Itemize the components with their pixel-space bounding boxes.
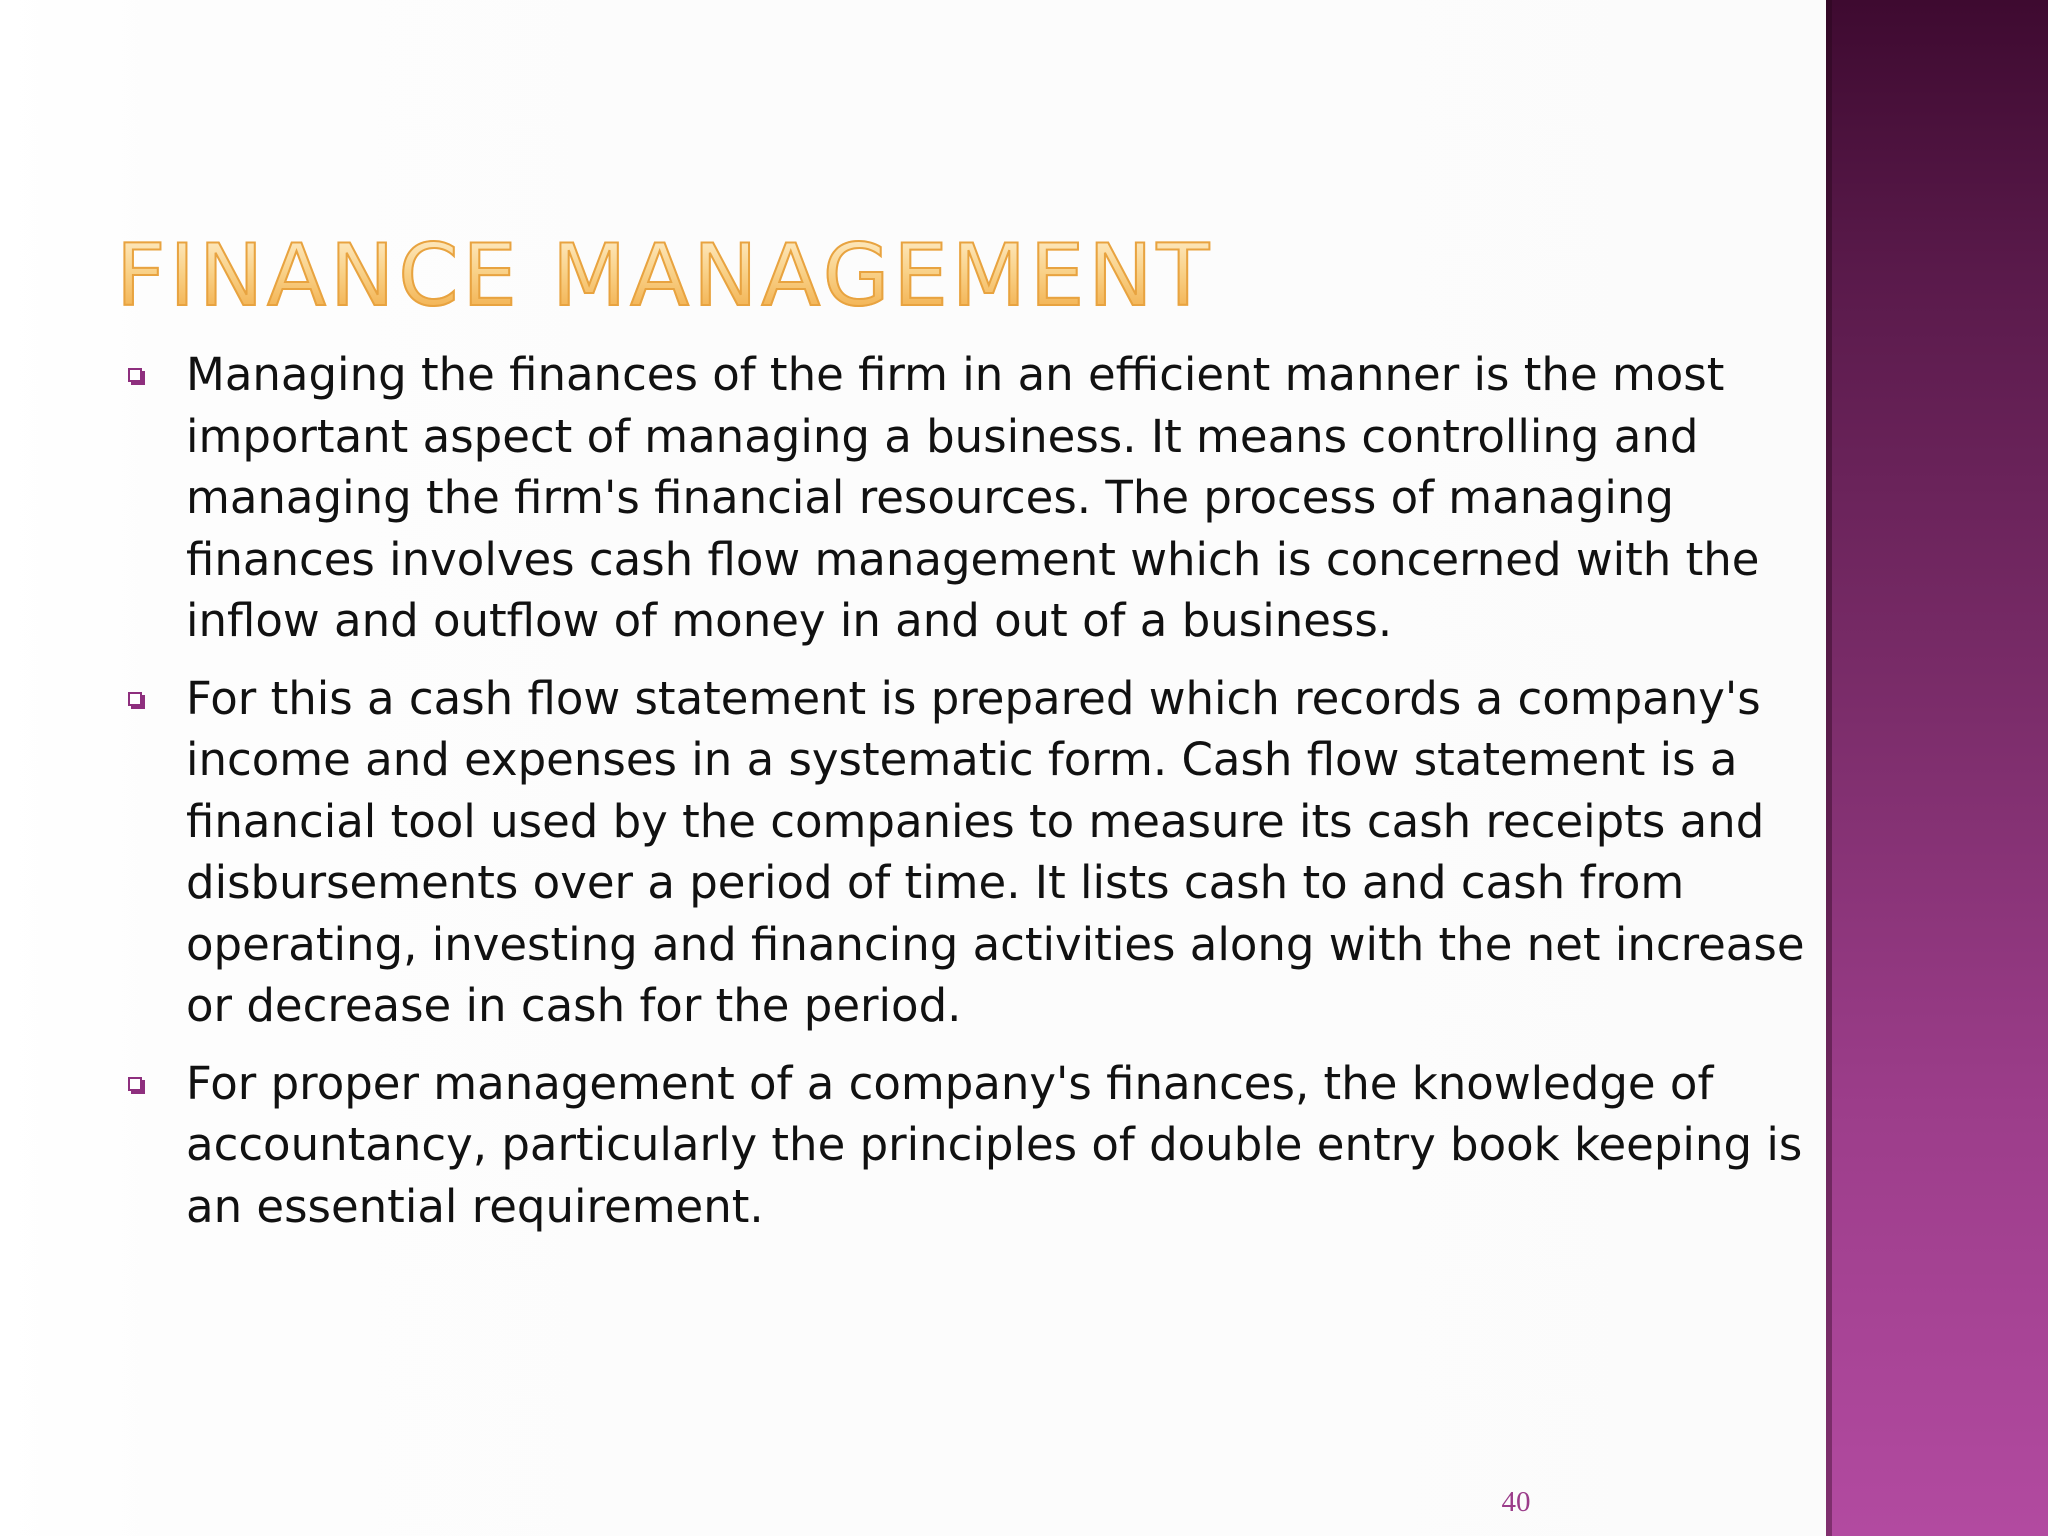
bullet-text: For proper management of a company's finances, the knowledge of accountancy, particularly the principles of double entry book keeping is an essential requirement. — [186, 1056, 1803, 1233]
bullet-item — [126, 668, 1806, 1037]
hollow-square-bullet-icon — [128, 368, 142, 382]
bullet-text: For this a cash flow statement is prepared which records a company's income and expenses in a systematic form. Cash flow statement is a financial tool used by the companies to measure its cash receipts and disbursements over a period of time. It lists cash to and cash from operating, investing and financing activities along with the net increase or decrease in cash for the period. — [186, 671, 1805, 1032]
bullet-item — [126, 1053, 1806, 1238]
hollow-square-bullet-icon — [128, 1077, 142, 1091]
hollow-square-bullet-icon — [128, 692, 142, 706]
page-number: 40 — [1501, 1486, 1531, 1518]
bullet-list — [126, 344, 1806, 1253]
bullet-text: Managing the finances of the firm in an efficient manner is the most important aspect of managing a business. It means controlling and managing the firm's financial resources. The process of managing finances involves cash flow management which is concerned with the inflow and outflow of money in and out of a business. — [186, 348, 1760, 647]
bullet-item — [126, 344, 1806, 652]
decorative-side-band — [1826, 0, 2048, 1536]
slide-title: FINANCE MANAGEMENT — [116, 226, 1214, 326]
